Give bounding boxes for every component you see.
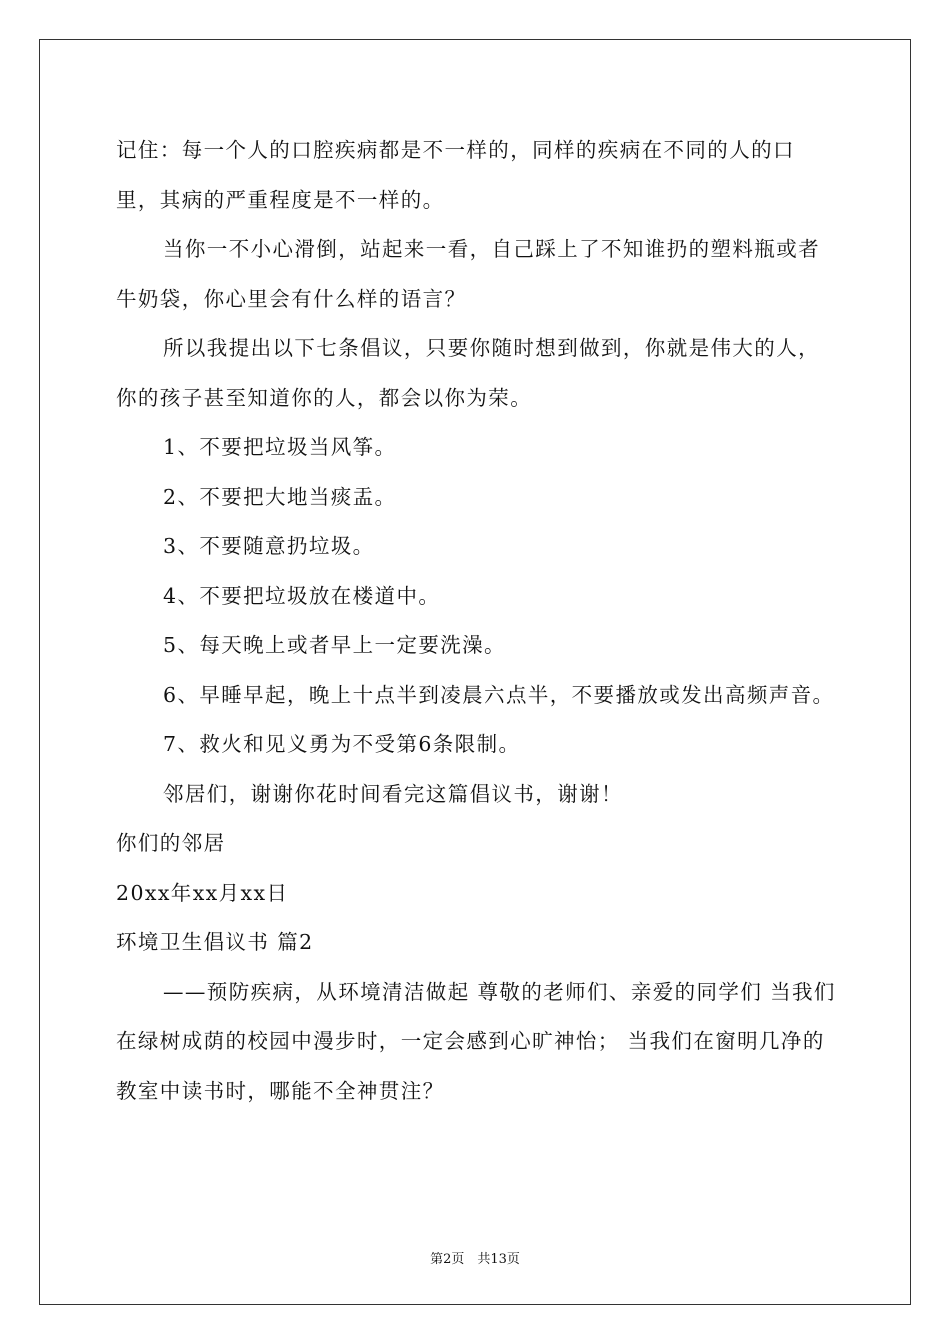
page-number-footer: 第2页 共13页	[430, 1252, 520, 1267]
list-item-3: 3、不要随意扔垃圾。	[163, 534, 375, 558]
document-body	[116, 126, 836, 1116]
list-item-1: 1、不要把垃圾当风筝。	[163, 435, 397, 459]
list-item-7: 7、救火和见义勇为不受第6条限制。	[163, 732, 521, 756]
list-item-6: 6、早睡早起，晚上十点半到凌晨六点半，不要播放或发出高频声音。	[163, 682, 835, 707]
list-item-2: 2、不要把大地当痰盂。	[163, 484, 397, 509]
section-heading: 环境卫生倡议书 篇2	[116, 930, 314, 954]
date-line: 20xx年xx月xx日	[116, 880, 289, 905]
closing-thanks: 邻居们，谢谢你花时间看完这篇倡议书，谢谢！	[163, 781, 623, 806]
paragraph-2: 当你一不小心滑倒，站起来一看，自己踩上了不知谁扔的塑料瓶或者牛奶袋，你心里会有什么样的语言？	[116, 237, 820, 311]
paragraph-section-2: ——预防疾病，从环境清洁做起 尊敬的老师们、亲爱的同学们 当我们在绿树成荫的校园中漫步时，一定会感到心旷神怡； 当我们在窗明几净的教室中读书时，哪能不全神贯注？	[116, 979, 836, 1103]
signature: 你们的邻居	[116, 831, 226, 855]
list-item-4: 4、不要把垃圾放在楼道中。	[163, 583, 441, 608]
list-item-5: 5、每天晚上或者早上一定要洗澡。	[163, 633, 506, 657]
paragraph-1: 记住：每一个人的口腔疾病都是不一样的，同样的疾病在不同的人的口里，其病的严重程度是不一样的。	[116, 138, 795, 212]
paragraph-3: 所以我提出以下七条倡议，只要你随时想到做到，你就是伟大的人，你的孩子甚至知道你的人，都会以你为荣。	[116, 336, 820, 410]
